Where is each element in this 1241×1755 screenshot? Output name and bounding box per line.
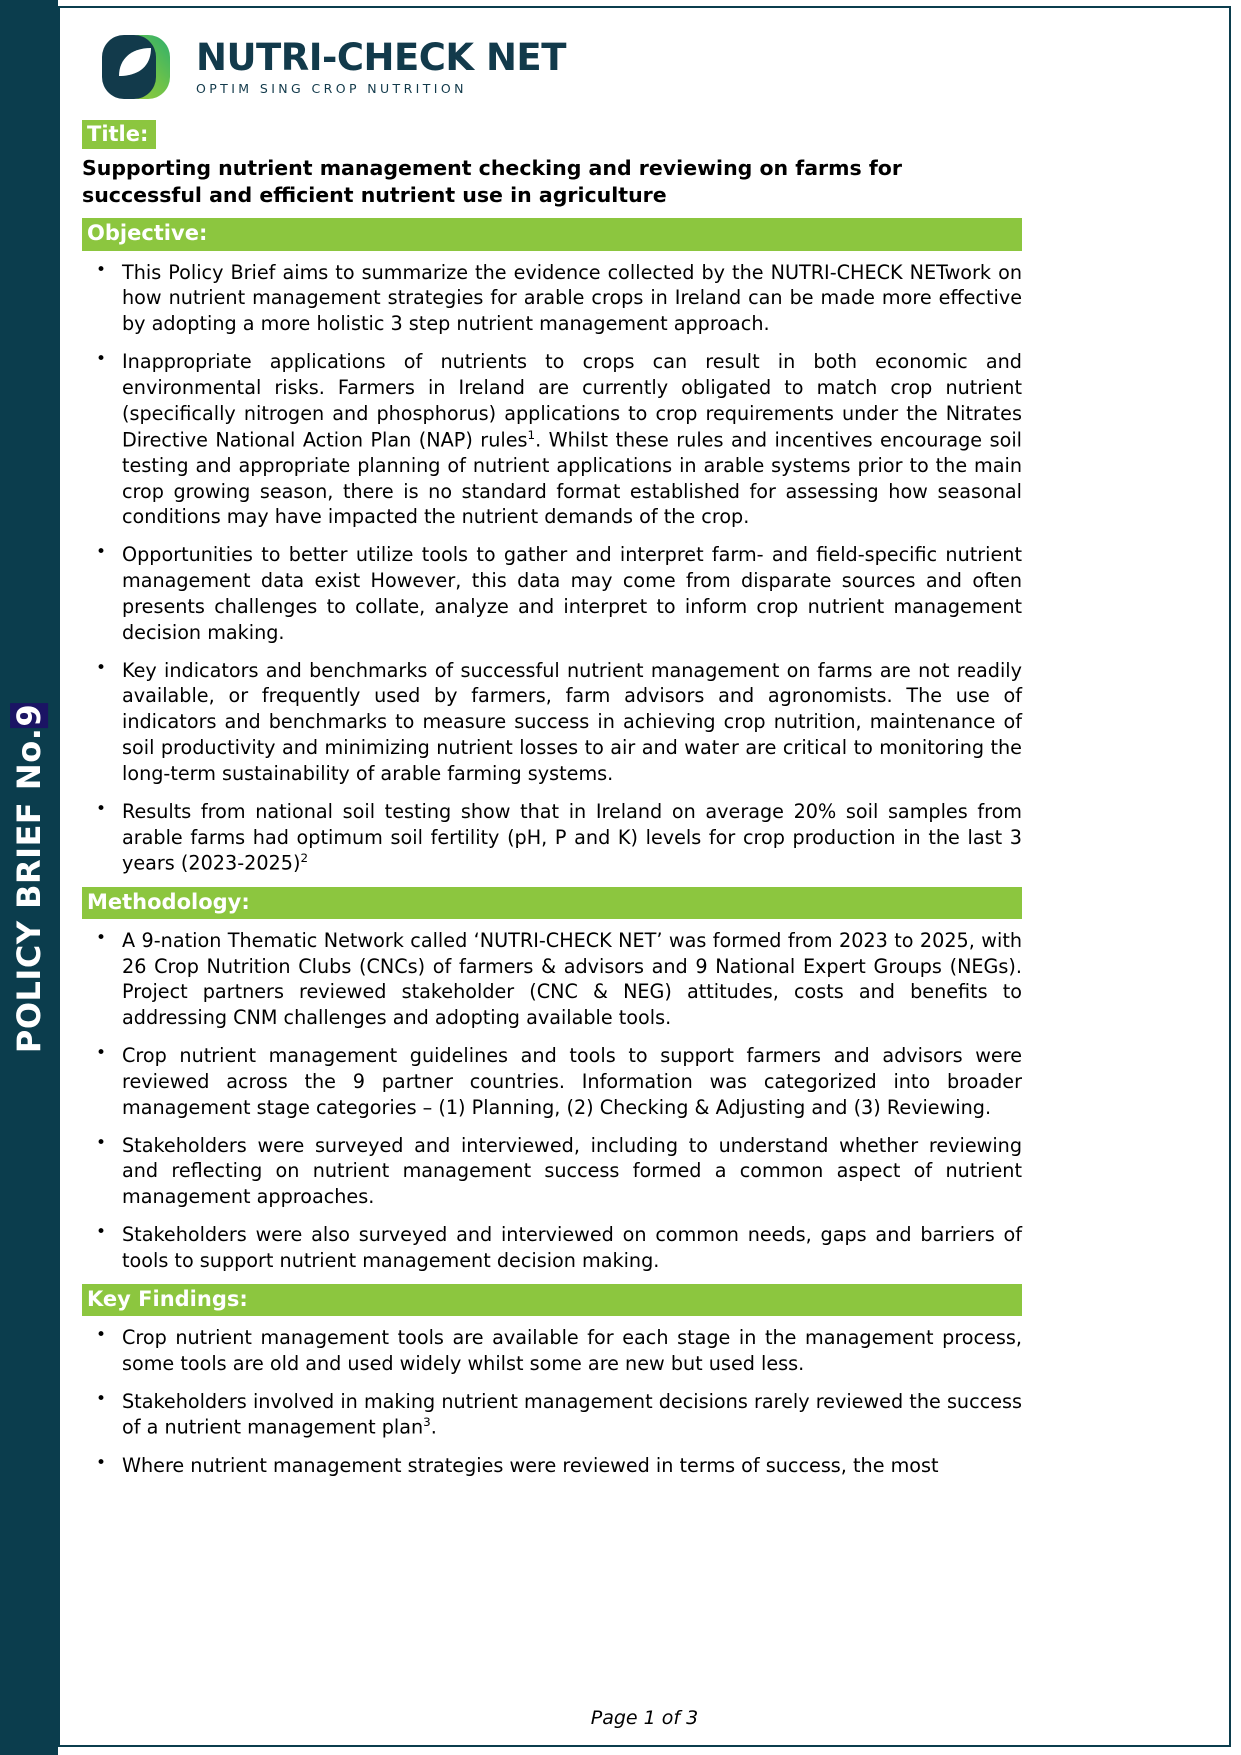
page-title: Supporting nutrient management checking and reviewing on farms for successful and efficient nutrient use in agriculture: [82, 156, 902, 207]
list-item: • Stakeholders involved in making nutrient management decisions rarely reviewed the success of a nutrient management plan$^3$.: [82, 1389, 1022, 1441]
list-item: • Opportunities to better utilize tools to gather and interpret farm- and field-specific nutrient management data exist However, this data may come from disparate sources and often presents challenges to collate, analyze and interpret to inform crop nutrient management decision making.: [82, 542, 1022, 645]
section-bullet-list: [82, 260, 1022, 877]
section-heading: Methodology:: [82, 887, 1022, 919]
page-footer: [58, 1707, 1231, 1729]
section-bullet-list: [82, 928, 1022, 1274]
list-item: • Crop nutrient management guidelines and tools to support farmers and advisors were reviewed across the 9 partner countries. Information was categorized into broader management stage categories – (1) Planning, (2) Checking & Adjusting and (3) Reviewing.: [82, 1043, 1022, 1120]
sidebar-policy-brief-label: [10, 702, 49, 1053]
sections-container: [82, 218, 1022, 1478]
title-block: [82, 120, 1022, 208]
sidebar-band: [0, 0, 58, 1755]
section-bullet-list: [82, 1325, 1022, 1479]
list-item: • Where nutrient management strategies were reviewed in terms of success, the most: [82, 1453, 1022, 1479]
sidebar-label-wrap: [0, 0, 58, 1755]
list-item: • Key indicators and benchmarks of successful nutrient management on farms are not readily available, or frequently used by farmers, farm advisors and agronomists. The use of indicators and benchmarks to measure success in achieving crop nutrition, maintenance of soil productivity and minimizing nutrient losses to air and water are critical to monitoring the long-term sustainability of arable farming systems.: [82, 658, 1022, 787]
footer-page-label: Page 1 of 3: [590, 1707, 699, 1729]
brand-tagline: OPTIM SING CROP NUTRITION: [196, 80, 467, 96]
document-content: [82, 28, 1022, 1482]
brand-logo: [98, 28, 1022, 106]
section-heading: Key Findings:: [82, 1284, 1022, 1316]
section-heading: Objective:: [82, 218, 1022, 250]
list-item: • Results from national soil testing show that in Ireland on average 20% soil samples from arable farms had optimum soil fertility (pH, P and K) levels for crop production in the last 3 years (2023-2025)$^2$: [82, 799, 1022, 877]
list-item: • Stakeholders were also surveyed and interviewed on common needs, gaps and barriers of tools to support nutrient management decision making.: [82, 1222, 1022, 1274]
list-item: • Crop nutrient management tools are available for each stage in the management process, some tools are old and used widely whilst some are new but used less.: [82, 1325, 1022, 1377]
sidebar-label-number: 9: [10, 703, 49, 727]
list-item: • Inappropriate applications of nutrients to crops can result in both economic and environmental risks. Farmers in Ireland are currently obligated to match crop nutrient (specifically nitrogen and phosphorus) applications to crop requirements under the Nitrates Directive National Action Plan (NAP) rules$^1$. Whilst these rules and incentives encourage soil testing and appropriate planning of nutrient applications in arable systems prior to the main crop growing season, there is no standard format established for assessing how seasonal conditions may have impacted the nutrient demands of the crop.: [82, 349, 1022, 530]
brand-name: NUTRI-CHECK NET: [196, 35, 566, 79]
list-item: • A 9-nation Thematic Network called ‘NUTRI-CHECK NET’ was formed from 2023 to 2025, with 26 Crop Nutrition Clubs (CNCs) of farmers & advisors and 9 National Expert Groups (NEGs). Project partners reviewed stakeholder (CNC & NEG) attitudes, costs and benefits to addressing CNM challenges and adopting available tools.: [82, 928, 1022, 1031]
sidebar-label-prefix: POLICY BRIEF No.: [10, 727, 49, 1053]
list-item: • Stakeholders were surveyed and interviewed, including to understand whether reviewing and reflecting on nutrient management success formed a common aspect of nutrient management approaches.: [82, 1133, 1022, 1210]
leaf-logo-icon: [98, 29, 174, 105]
brand-wordmark: [196, 35, 566, 96]
list-item: • This Policy Brief aims to summarize the evidence collected by the NUTRI-CHECK NETwork on how nutrient management strategies for arable crops in Ireland can be made more effective by adopting a more holistic 3 step nutrient management approach.: [82, 260, 1022, 337]
title-label-chip: Title:: [82, 120, 156, 149]
